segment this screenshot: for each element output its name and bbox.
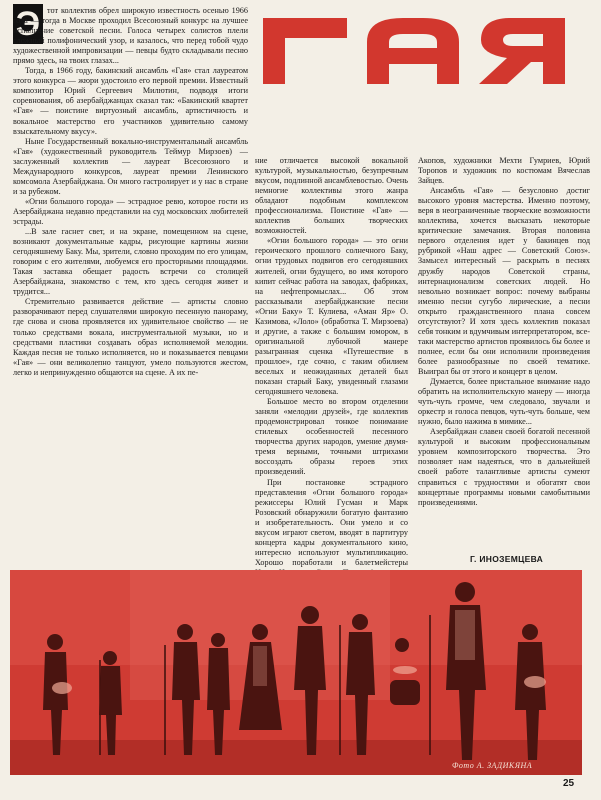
paragraph: Стремительно развивается действие — артисты словно разворачивают перед слушателями широкую песенную панораму, где снова и снова проявляется их удивительное свойство — не только средствами вокала, инструментальной музыки, но и средствами пластики создавать образ исполняемой мелодии. Каждая песня не только исполняется, но и показывается певцами «Гая» — они великолепно танцуют, умело пользуются жестом, легко и непринужденно общаются на сцене. А их пе-	[13, 297, 248, 377]
paragraph: Тогда, в 1966 году, бакинский ансамбль «Гая» стал лауреатом этого конкурса — жюри удостоило его первой премии. Известный композитор Юрий Сергеевич Милютин, подводя итоги соревнования, об азербайджанцах сказал так: «Бакинский квартет «Гая» — поистине виртуозный ансамбль, артистичность и вокальное мастерство его участников удивительно самому взыскательному вкусу».	[13, 66, 248, 136]
paragraph: ...В зале гаснет свет, и на экране, помещенном на сцене, возникают документальные кадры, рисующие картины жизни сегодняшнему Баку. Мы, зрители, словно проходим по его улицам, говорим с его жителями, любуемся его просторными площадями. Такая заставка обещает радость встречи со столицей Азербайджана, знакомство с тем, кто здесь сегодня живет и трудится...	[13, 227, 248, 297]
page-number: 25	[563, 778, 575, 789]
paragraph: При постановке эстрадного представления «Огни большого города» режиссеры Юлий Гусман и Марк Розовский обнаружили богатую фантазию и изобретательность. Они умело и со вкусом играют светом, вводят в партитуру концерта кадры документального кино, интересно используют мультипликацию. Хорошо поработали и балетмейстеры	[255, 477, 408, 567]
paragraph: ние отличается высокой вокальной культурой, музыкальностью, безупречным вкусом, подлинной ансамблевостью. Очень немногие коллективы этого жанра обладают подобным комплексом профессионализма. Поистине «Гая» — коллектив больших творческих возможностей.	[255, 156, 408, 236]
paragraph: Ансамбль «Гая» — безусловно достиг высокого уровня мастерства. Именно поэтому, веря в неограниченные творческие возможности коллектива, хочется высказать некоторые критические замечания. Вторая половина первого отделения идет у бакинцев под рубрикой «Наш адрес — Советский Союз». Замысел интересный — раскрыть в песнях дружбу народов Советской страны, интернационализм советских людей. Но невольно возникает вопрос: почему выбраны именно песни сугубо лирические, а песни открыто гражданственного плана совсем отсутствуют? И хотя здесь коллектив показал себя тонким и вдумчивым интерпретатором, все-таки мастерство артистов проявилось бы более и полнее, если бы они исполнили произведения более разнообразные по своей тематике. Выиграл бы от этого и концерт в целом.	[418, 186, 590, 376]
paragraph: тот коллектив обрел широкую известность осенью 1966 года — тогда в Москве проходил Всесоюзный конкурс на лучшее исполнение советской песни. Голоса четырех солистов плели сложный полифонический узор, и казалось, что перед тобой чудо художественной импровизации — певцы будто складывали песню прямо здесь, на твоих глазах...	[13, 6, 248, 66]
paragraph: Большое место во втором отделении заняли «мелодии друзей», где коллектив продемонстрировал тонкое понимание стилевых особенностей песенного творчества других народов, умение двумя-тремя верными, точными штрихами воссоздать образы героев этих произведений.	[255, 397, 408, 477]
paragraph: Азербайджан славен своей богатой песенной культурой и высоким профессиональным уровнем композиторского творчества. Это позволяет нам надеяться, что в дальнейшей своей работе талантливые артисты сумеют справиться с трудностями и обогатят свои концертные программы новыми самобытными произведениями.	[418, 427, 590, 507]
paragraph: «Огни большого города» — эстрадное ревю, которое гости из Азербайджана недавно представили на суд московских любителей эстрады.	[13, 196, 248, 226]
paragraph: Акопов, художники Мехти Гумриев, Юрий Торопов и художник по костюмам Вячеслав Зайцев.	[418, 156, 590, 186]
article-title	[255, 12, 593, 88]
title-lettering	[255, 12, 593, 88]
photo-credit: Фото А. ЗАДИКЯНА	[452, 761, 533, 770]
drop-cap: Э	[13, 4, 43, 44]
paragraph: Ныне Государственный вокально-инструментальный ансамбль «Гая» (художественный руководитель Теймур Мирзоев) — заслуженный коллектив — лауреат Всесоюзного и Международного конкурсов, лауреат премии Ленинского комсомола Азербайджана. Он много гастролирует и у нас в стране и за рубежом.	[13, 136, 248, 196]
paragraph: Думается, более пристальное внимание надо обратить на исполнительскую манеру — иногда чуть-чуть громче, чем следовало, звучали и оркестр и голоса певцов, чуть-чуть больше, чем нужно, было нажима в мимике...	[418, 377, 590, 427]
author-byline: Г. ИНОЗЕМЦЕВА	[470, 554, 544, 564]
paragraph: «Огни большого города» — это огни героического прошлого солнечного Баку, огни трудовых подвигов его сегодняшних жителей, огни будущего, во имя которого кипит сейчас работа на заводах, фабриках, на нефтепромыслах... Об этом рассказывали азербайджанские песни «Огни Баку» Т. Кулиева, «Аман Яр» О. Казимова, «Лоло» (обработка Т. Мирзоева) и другие, а также с большим юмором, в оригинальной лубочной манере разыгранная сценка «Путешествие в прошлое», где сочно, с таким обилием веселых и неожиданных деталей был показан старый Баку, увиденный глазами сегодняшнего человека.	[255, 236, 408, 397]
concert-photo	[10, 570, 582, 775]
article-column-3	[418, 156, 590, 508]
article-column-2	[255, 156, 408, 578]
article-column-1	[13, 6, 248, 378]
photo-illustration	[10, 570, 582, 775]
